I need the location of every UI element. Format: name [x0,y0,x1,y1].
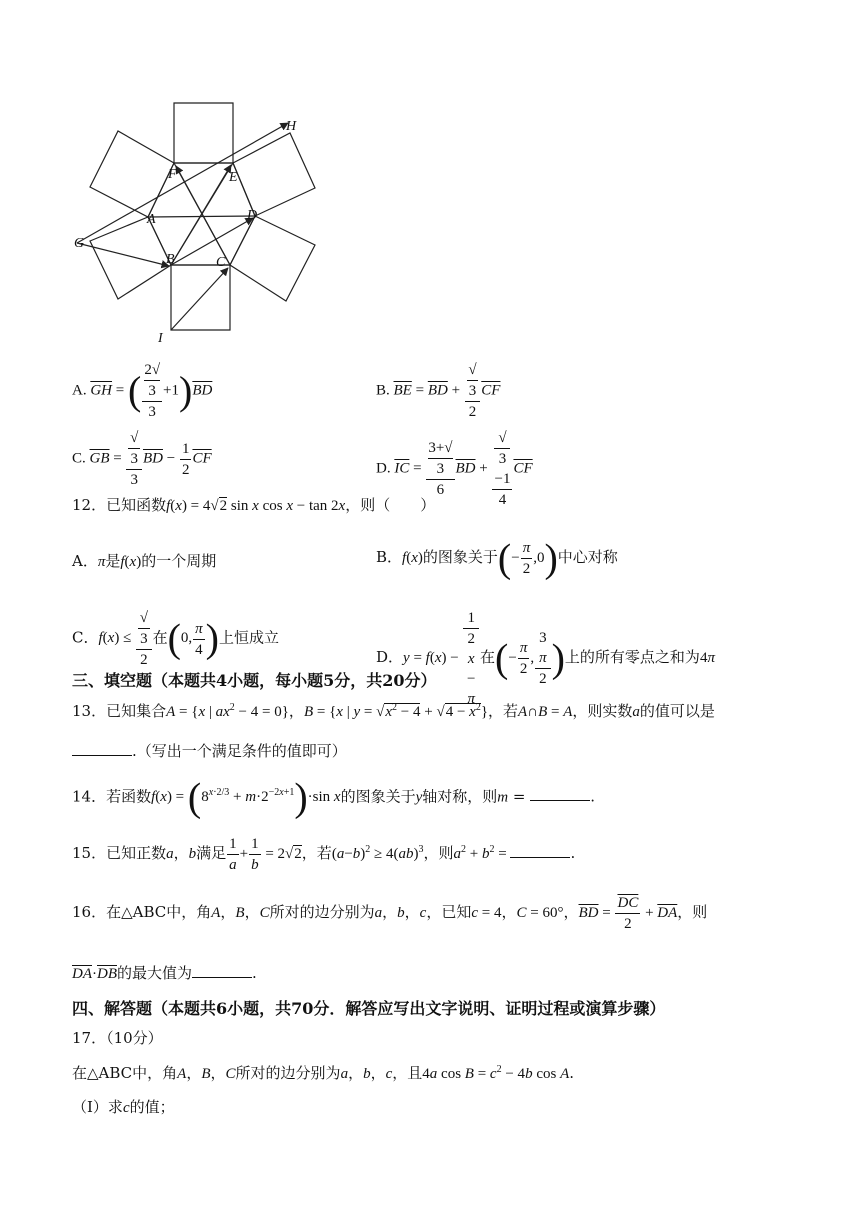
label-B: B [166,252,175,267]
q13-line2: .（写出一个满足条件的值即可） [72,740,347,761]
q11-option-b[interactable]: B. $\overline{BE} = \overline{BD}$ + √ 3 2 $\overline{CF}$ [376,362,501,420]
q12-option-a[interactable]: A．π是f(x)的一个周期 [72,552,217,570]
q14: 14．若函数$f(x) = (8^{x\cdot 2/3} + m\cdot 2^{-2x+1})\cdot\sin$ x的图象关于y轴对称，则m = . [72,775,596,820]
q12-stem: 12．已知函数f(x) = 4√2 sin x cos x − tan 2x，则（ ） [72,496,436,514]
q16-line2: $\overline{DA}\cdot\overline{DB}$的最大值为 . [72,964,257,982]
label-A: A [147,212,156,227]
q16-line1: 16．在△ABC中，角A，B，C所对的边分别为a，b，c，已知c = 4，C = 60°，$\overline{BD}$ = $\frac{\overline{DC}}{2}$ + $\overline{DA}$，则 [72,895,708,932]
q17-line1: 在△ABC中，角A，B，C所对的边分别为a，b，c，且4a $\cos B = c^2 - 4b$ cos A. [72,1064,575,1082]
geometry-figure [60,95,330,350]
section-3-title: 三、填空题（本题共4小题，每小题5分，共20分） [72,671,437,690]
label-I: I [158,331,163,346]
label-H: H [286,119,297,134]
q11-option-a[interactable]: A. $\overline{GH}$ = ( 2√ 3 3 $+1)\overline{BD}$ [72,362,213,420]
section-4-title: 四、解答题（本题共6小题，共70分．解答应写出文字说明、证明过程或演算步骤） [72,999,666,1018]
label-D: D [247,208,258,223]
q12-option-c[interactable]: C．f(x) ≤ √ 3 2 在(0, $\frac{\pi}{4}$ )上恒成立 [72,610,280,668]
label-E: E [229,170,238,185]
label-G: G [74,236,85,251]
q13-line1: 13．已知集合A = {x | $ax^2 - 4 = 0$}，B = {x | $y = √x^2 - 4 + √4 - x^2$}，若A∩B = A，则实数a的值可以是 [72,702,715,720]
q17-part1: （Ⅰ）求c的值； [72,1098,175,1116]
q11-option-c[interactable]: C. $\overline{GB}$ = √ 3 3 $\overline{BD}$ − $\frac{1}{2}$ $\overline{CF}$ [72,430,212,488]
label-C: C [216,255,226,270]
q17-head: 17．（10分） [72,1029,163,1047]
label-F: F [168,167,177,182]
q11-option-d[interactable]: D. $\overline{IC}$ = 3+√ 3 6 $\overline{BD}$ + √ 3 −1 4 $\overline{CF}$ [376,430,533,508]
q12-option-b[interactable]: B．f(x)的图象关于(− $\frac{\pi}{2}$ ,0)中心对称 [376,535,618,581]
q15: 15．已知正数a，b满足 $\frac{1}{a}$ + $\frac{1}{b}$ = 2√2，若$(a-b)^2 \ge 4(ab)^3$，则$a^2 + b^2$ = . [72,836,576,873]
q12-option-d[interactable]: D．y = f(x) − 1 2 x − π 在(− $\frac{\pi}{2}$ , 3 π 2 )上的所有零点之和为4π [376,610,715,707]
